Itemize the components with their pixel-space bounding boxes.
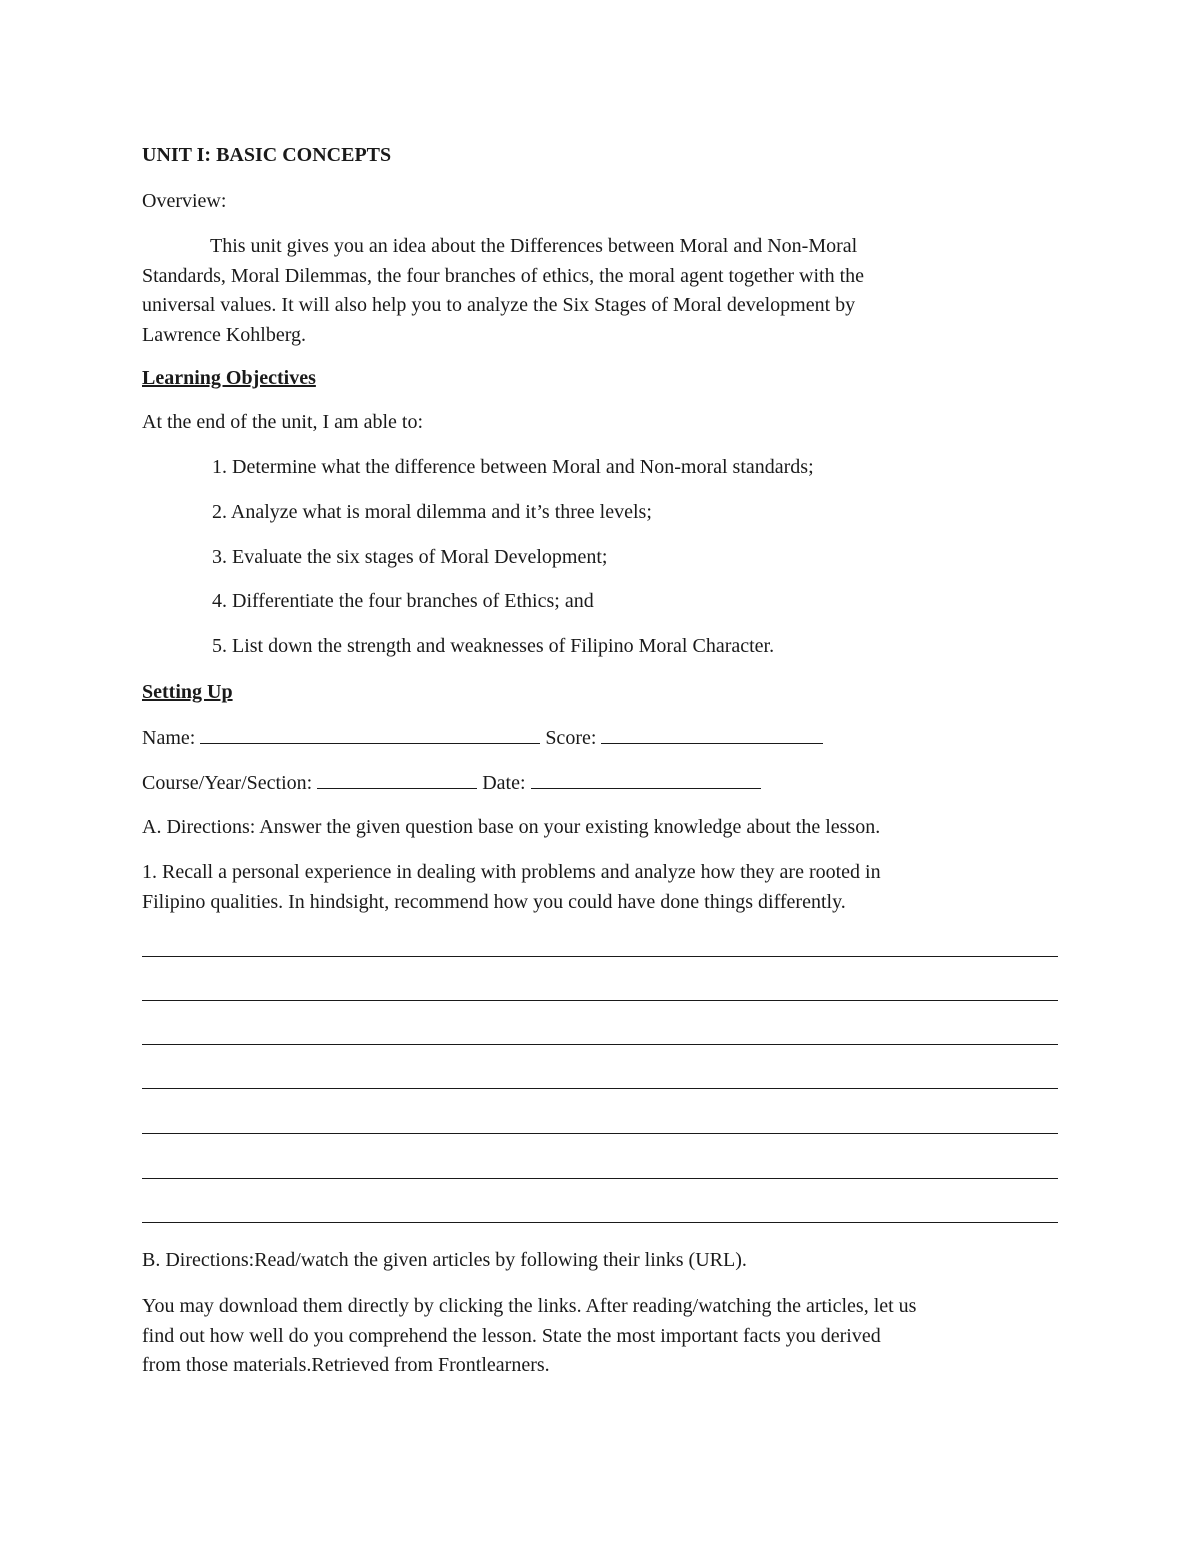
name-score-row bbox=[142, 725, 823, 750]
objective-item: 3. Evaluate the six stages of Moral Development; bbox=[212, 546, 608, 568]
objective-item: 2. Analyze what is moral dilemma and it’s three levels; bbox=[212, 501, 652, 523]
overview-line: Lawrence Kohlberg. bbox=[142, 323, 307, 346]
unit-title: UNIT I: BASIC CONCEPTS bbox=[142, 144, 392, 166]
question-line: Filipino qualities. In hindsight, recommend how you could have done things differently. bbox=[142, 890, 846, 913]
section-b-line: find out how well do you comprehend the lesson. State the most important facts you derived bbox=[142, 1324, 881, 1347]
answer-line[interactable] bbox=[142, 1000, 1058, 1001]
overview-line: This unit gives you an idea about the Differences between Moral and Non-Moral bbox=[210, 235, 858, 257]
objectives-intro: At the end of the unit, I am able to: bbox=[142, 411, 424, 433]
objective-item: 1. Determine what the difference between Moral and Non-moral standards; bbox=[212, 456, 814, 478]
setup-heading: Setting Up bbox=[142, 681, 233, 703]
objectives-heading: Learning Objectives bbox=[142, 367, 316, 389]
name-blank[interactable] bbox=[200, 725, 540, 744]
course-blank[interactable] bbox=[317, 770, 477, 789]
section-b-directions: B. Directions:Read/watch the given articles by following their links (URL). bbox=[142, 1249, 747, 1271]
name-label: Name: bbox=[142, 727, 196, 749]
answer-line[interactable] bbox=[142, 956, 1058, 957]
course-label: Course/Year/Section: bbox=[142, 772, 313, 794]
section-b-line: You may download them directly by clicking the links. After reading/watching the articles, let us bbox=[142, 1295, 917, 1317]
score-blank[interactable] bbox=[601, 725, 823, 744]
answer-line[interactable] bbox=[142, 1044, 1058, 1045]
answer-line[interactable] bbox=[142, 1178, 1058, 1179]
answer-line[interactable] bbox=[142, 1222, 1058, 1223]
overview-line: universal values. It will also help you to analyze the Six Stages of Moral development by bbox=[142, 294, 856, 316]
section-a-directions: A. Directions: Answer the given question base on your existing knowledge about the lesson. bbox=[142, 816, 881, 838]
section-b-paragraph bbox=[142, 1292, 1042, 1381]
question-1 bbox=[142, 858, 1042, 917]
date-label: Date: bbox=[482, 772, 526, 794]
overview-line: Standards, Moral Dilemmas, the four branches of ethics, the moral agent together with the bbox=[142, 264, 865, 287]
objective-item: 4. Differentiate the four branches of Ethics; and bbox=[212, 590, 594, 612]
section-b-line: from those materials.Retrieved from Frontlearners. bbox=[142, 1354, 550, 1376]
answer-line[interactable] bbox=[142, 1133, 1058, 1134]
question-line: 1. Recall a personal experience in dealing with problems and analyze how they are rooted in bbox=[142, 861, 881, 883]
overview-label: Overview: bbox=[142, 190, 227, 212]
score-label: Score: bbox=[545, 727, 597, 749]
course-date-row bbox=[142, 770, 761, 795]
date-blank[interactable] bbox=[531, 770, 761, 789]
overview-paragraph bbox=[142, 232, 1042, 350]
answer-line[interactable] bbox=[142, 1088, 1058, 1089]
objective-item: 5. List down the strength and weaknesses of Filipino Moral Character. bbox=[212, 635, 775, 657]
